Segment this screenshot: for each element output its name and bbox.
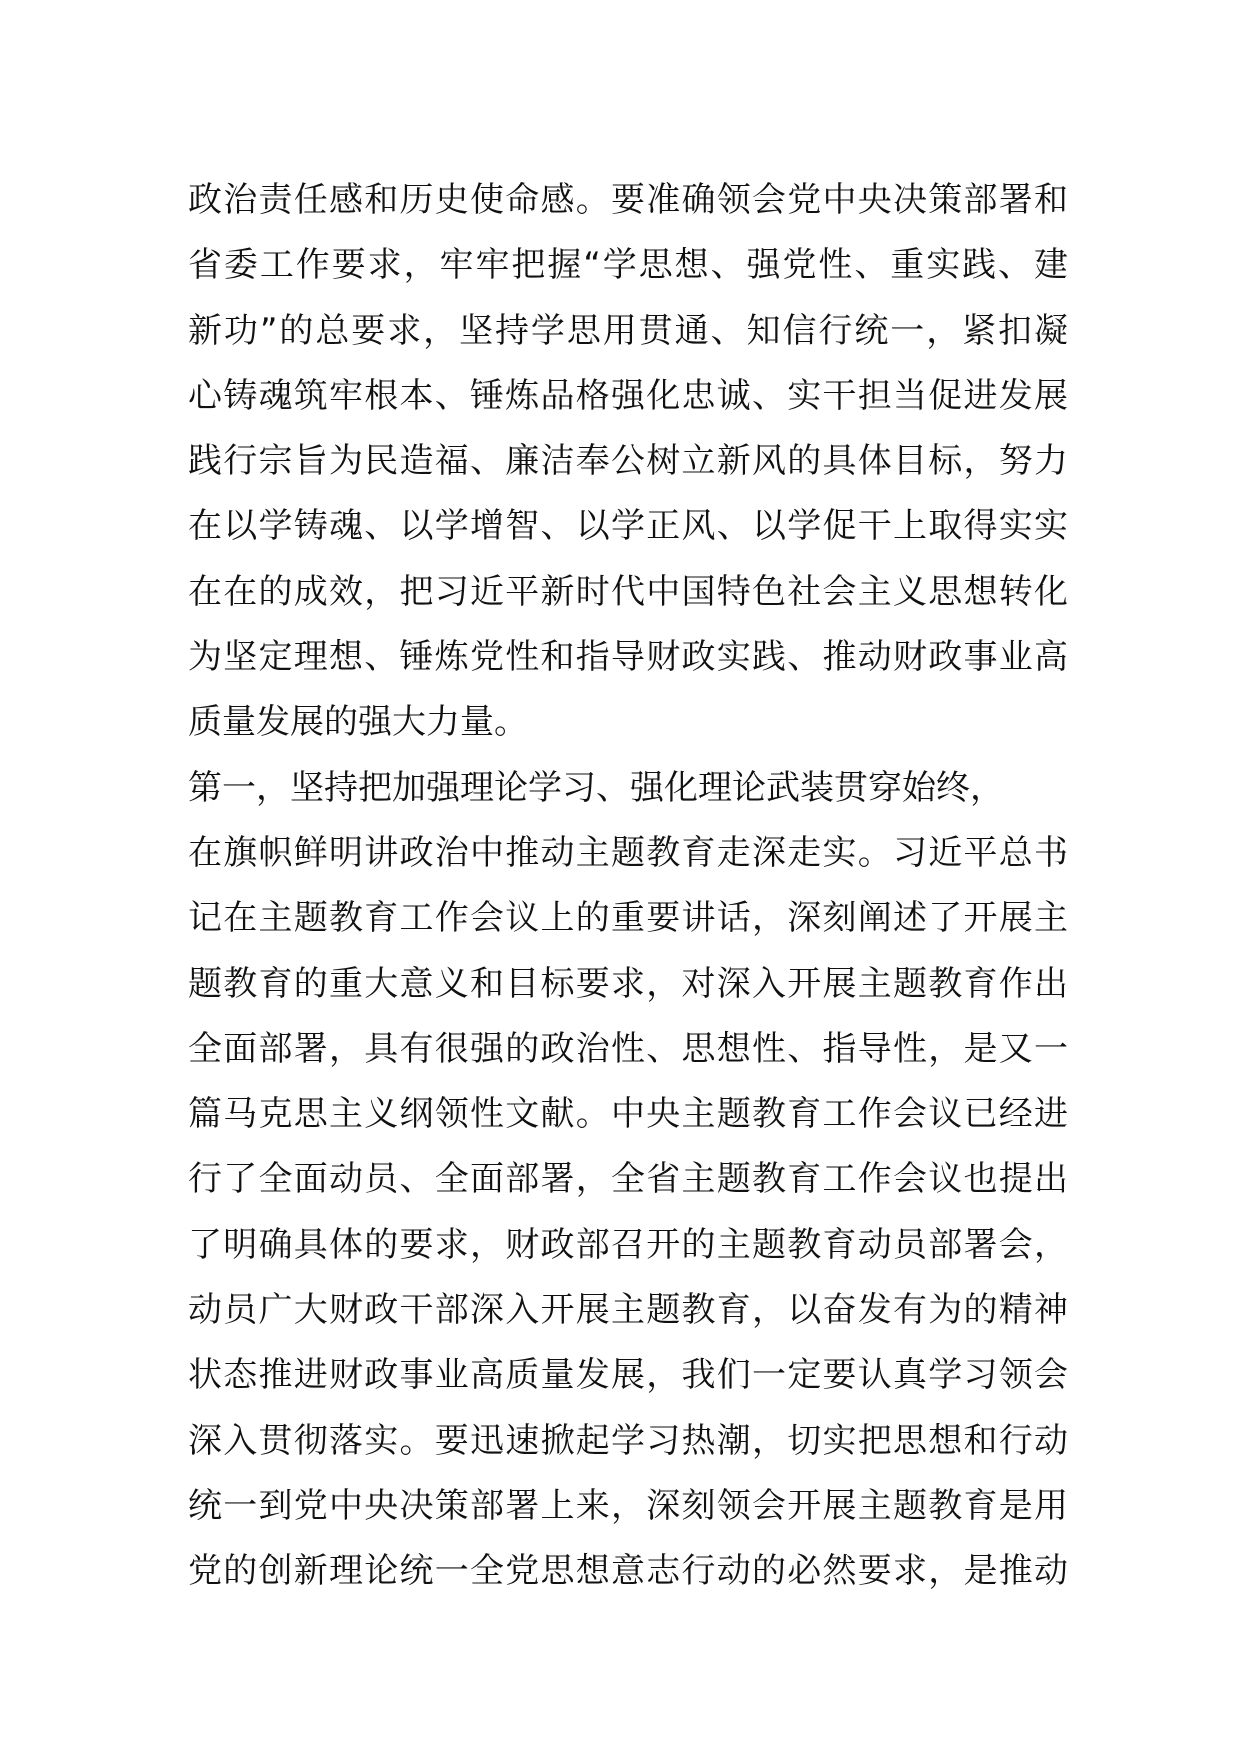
text-line: 在以学铸魂、以学增智、以学正风、以学促干上取得实实	[188, 506, 1068, 547]
text-line: 新功”的总要求，坚持学思用贯通、知信行统一，紧扣凝	[188, 310, 1068, 351]
text-line: 行了全面动员、全面部署，全省主题教育工作会议也提出	[188, 1159, 1068, 1200]
text-line: 在在的成效，把习近平新时代中国特色社会主义思想转化	[188, 571, 1068, 612]
text-line: 省委工作要求，牢牢把握“学思想、强党性、重实践、建	[188, 245, 1068, 286]
text-line: 了明确具体的要求，财政部召开的主题教育动员部署会，	[188, 1224, 1068, 1265]
text-line: 心铸魂筑牢根本、锤炼品格强化忠诚、实干担当促进发展	[188, 375, 1068, 416]
text-line: 状态推进财政事业高质量发展，我们一定要认真学习领会	[188, 1355, 1068, 1396]
text-line: 党的创新理论统一全党思想意志行动的必然要求，是推动	[188, 1551, 1068, 1592]
body-text	[188, 168, 1068, 1605]
section-heading-line: 第一，坚持把加强理论学习、强化理论武装贯穿始终，	[188, 767, 1004, 808]
text-line: 践行宗旨为民造福、廉洁奉公树立新风的具体目标，努力	[188, 441, 1068, 482]
text-line: 动员广大财政干部深入开展主题教育，以奋发有为的精神	[188, 1290, 1068, 1331]
text-line: 深入贯彻落实。要迅速掀起学习热潮，切实把思想和行动	[188, 1420, 1068, 1461]
text-line: 在旗帜鲜明讲政治中推动主题教育走深走实。习近平总书	[188, 832, 1068, 873]
text-line: 为坚定理想、锤炼党性和指导财政实践、推动财政事业高	[188, 637, 1068, 678]
text-line: 全面部署，具有很强的政治性、思想性、指导性，是又一	[188, 1028, 1068, 1069]
text-line: 政治责任感和历史使命感。要准确领会党中央决策部署和	[188, 180, 1068, 220]
text-line: 题教育的重大意义和目标要求，对深入开展主题教育作出	[188, 963, 1068, 1004]
text-line: 篇马克思主义纲领性文献。中央主题教育工作会议已经进	[188, 1094, 1068, 1135]
text-line: 统一到党中央决策部署上来，深刻领会开展主题教育是用	[188, 1485, 1068, 1526]
text-line: 质量发展的强大力量。	[188, 702, 528, 743]
text-line: 记在主题教育工作会议上的重要讲话，深刻阐述了开展主	[188, 898, 1068, 939]
